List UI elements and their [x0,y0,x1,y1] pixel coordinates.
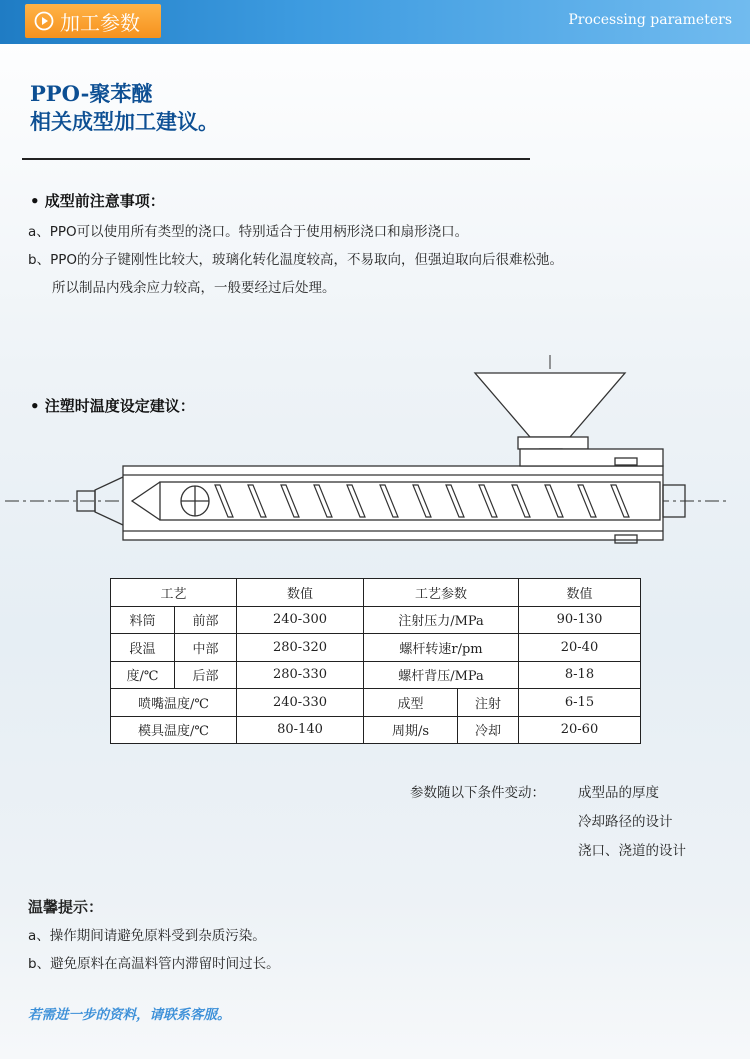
section-badge [25,4,161,38]
tip-b: b、避免原料在高温料管内滞留时间过长。 [28,956,280,972]
screw-speed-label: 螺杆转速r/pm [364,634,519,662]
note-a: a、PPO可以使用所有类型的浇口。特别适合于使用柄形浇口和扇形浇口。 [28,224,469,240]
cycle-label-2: 周期/s [364,716,458,744]
barrel-label-1: 料筒 [111,606,175,634]
page-title-line2: 相关成型加工建议。 [30,109,219,134]
condition-item: 冷却路径的设计 [578,814,673,830]
english-title: Processing parameters [568,12,732,28]
page-title-line1: PPO-聚苯醚 [30,81,153,106]
tip-a: a、操作期间请避免原料受到杂质污染。 [28,928,266,944]
temperature-heading: • 注塑时温度设定建议： [30,397,195,415]
notes-heading: • 成型前注意事项： [30,192,165,210]
title-divider [22,158,530,160]
screw-speed-value: 20-40 [519,634,641,662]
header-parameter: 工艺参数 [364,579,519,607]
barrel-label-2: 段温 [111,634,175,662]
barrel-mid-value: 280-320 [237,634,364,662]
parameter-table [110,578,641,744]
back-pressure-label: 螺杆背压/MPa [364,661,519,689]
nozzle-temp-label: 喷嘴温度/℃ [111,689,237,717]
barrel-mid-label: 中部 [175,634,237,662]
note-b-continued: 所以制品内残余应力较高，一般要经过后处理。 [52,280,336,296]
section-badge-label: 加工参数 [60,10,140,35]
barrel-label-3: 度/℃ [111,661,175,689]
cooling-time-label: 冷却 [458,716,519,744]
injection-time-value: 6-15 [519,689,641,717]
header-bar [0,0,750,44]
header-process: 工艺 [111,579,237,607]
condition-item: 成型品的厚度 [578,785,659,801]
nozzle-temp-value: 240-330 [237,689,364,717]
header-value: 数值 [237,579,364,607]
mold-temp-value: 80-140 [237,716,364,744]
injection-pressure-label: 注射压力/MPa [364,606,519,634]
header-value-2: 数值 [519,579,641,607]
barrel-rear-label: 后部 [175,661,237,689]
barrel-front-value: 240-300 [237,606,364,634]
barrel-rear-value: 280-330 [237,661,364,689]
back-pressure-value: 8-18 [519,661,641,689]
condition-item: 浇口、浇道的设计 [578,843,686,859]
cooling-time-value: 20-60 [519,716,641,744]
cycle-label-1: 成型 [364,689,458,717]
conditions-label: 参数随以下条件变动： [410,785,545,801]
note-b: b、PPO的分子键刚性比较大，玻璃化转化温度较高，不易取向，但强迫取向后很难松弛。 [28,252,563,268]
contact-note: 若需进一步的资料，请联系客服。 [28,1007,231,1023]
barrel-front-label: 前部 [175,606,237,634]
injection-machine-diagram [0,345,750,565]
mold-temp-label: 模具温度/℃ [111,716,237,744]
injection-time-label: 注射 [458,689,519,717]
tips-heading: 温馨提示： [28,898,104,916]
injection-pressure-value: 90-130 [519,606,641,634]
play-circle-icon [34,11,54,31]
